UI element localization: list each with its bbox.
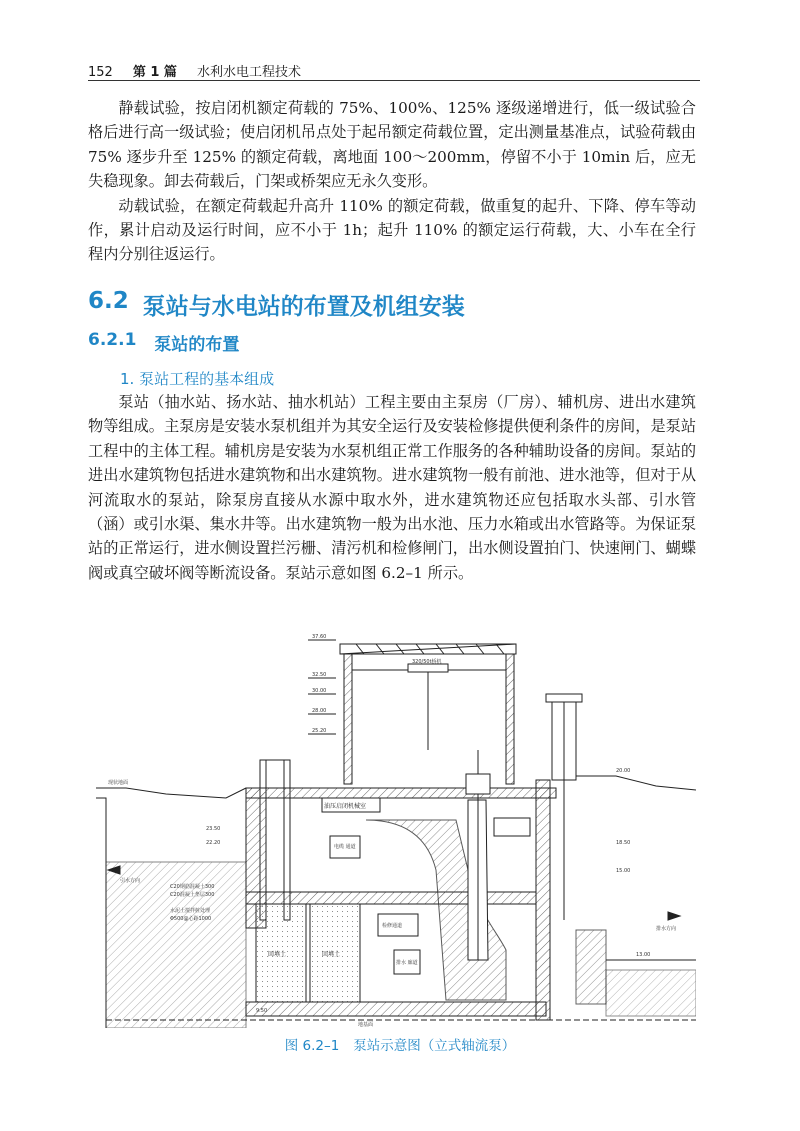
pump-station-drawing bbox=[96, 630, 696, 1028]
paragraph-pump-station: 泵站（抽水站、扬水站、抽水机站）工程主要由主泵房（厂房）、辅机房、进出水建筑物等组成。主泵房是安装水泵机组并为其安全运行及安装检修提供便利条件的房间，是泵站工程中的主体工程。辅机房是安装为水泵机组正常工作服务的各种辅助设备的房间。泵站的进出水建筑物包括进水建筑物和出水建筑物。进水建筑物一般有前池、进水池等，但对于从河流取水的泵站，除泵房直接从水源中取水外，进水建筑物还应包括取水头部、引水管（涵）或引水渠、集水井等。出水建筑物一般为出水池、压力水箱或出水管路等。为保证泵站的正常运行，进水侧设置拦污栅、清污机和检修闸门，出水侧设置拍门、快速闸门、蝴蝶阀或真空破坏阀等断流设备。泵站示意如图 6.2–1 所示。 bbox=[88, 393, 696, 582]
crane-trolley bbox=[408, 664, 448, 672]
label-inspection-gallery: 检修通道 bbox=[382, 923, 403, 929]
label-ground: 现状地面 bbox=[108, 780, 129, 786]
subsection-number: 6.2.1 bbox=[88, 330, 137, 350]
part-title: 水利水电工程技术 bbox=[196, 65, 301, 80]
elevation-markers bbox=[308, 640, 336, 734]
subsection-heading bbox=[88, 330, 239, 355]
figure-number: 图 6.2–1 bbox=[284, 1038, 340, 1054]
label-outflow: 排水方向 bbox=[656, 926, 677, 932]
elevation-label: 28.00 bbox=[312, 708, 327, 714]
figure-caption-text: 泵站示意图（立式轴流泵） bbox=[353, 1038, 516, 1054]
section-number: 6.2 bbox=[88, 288, 129, 314]
paragraph-dynamic-load: 动载试验，在额定荷载起升高升 110% 的额定荷载，做重复的起升、下降、停车等动作，累计启动及运行时间，应不小于 1h；起升 110% 的额定运行荷载，大、小车在全行程内分别往返运行。 bbox=[88, 196, 696, 264]
elevation-label: 20.00 bbox=[616, 768, 631, 774]
roof-truss bbox=[340, 644, 516, 654]
elevation-label: 32.50 bbox=[312, 672, 327, 678]
label-hydraulic-room: 油压启闭机械室 bbox=[324, 803, 367, 810]
running-header bbox=[88, 58, 700, 80]
pump-station-figure bbox=[96, 630, 696, 1028]
label-pile-note-4: Φ500@心距1000 bbox=[170, 916, 212, 922]
elevation-label: 9.50 bbox=[256, 1008, 268, 1014]
label-pile-note-3: 水泥土搅拌桩处理 bbox=[170, 908, 211, 914]
label-pile-note-1: C20钢筋混凝土300 bbox=[170, 884, 215, 890]
section-title: 泵站与水电站的布置及机组安装 bbox=[142, 294, 465, 320]
label-crane: 320/50t桥机 bbox=[412, 659, 442, 665]
body-text-top bbox=[88, 96, 696, 267]
label-cable-gallery: 电缆 通道 bbox=[334, 844, 356, 850]
body-text-main bbox=[88, 390, 696, 585]
label-pile-note-2: C20混凝土垫层300 bbox=[170, 892, 215, 898]
part-label: 第 1 篇 bbox=[132, 65, 177, 80]
label-foundation: 地基面 bbox=[358, 1022, 374, 1028]
paragraph-static-load: 静载试验，按启闭机额定荷载的 75%、100%、125% 逐级递增进行，低一级试验合格后进行高一级试验；使启闭机吊点处于起吊额定荷载位置，定出测量基准点，试验荷载由 75% 逐步升至 125% 的额定荷载，离地面 100～200mm，停留不小于 10min 后，应无失稳现象。卸去荷载后，门架或桥架应无永久变形。 bbox=[88, 99, 696, 191]
elevation-label: 23.50 bbox=[206, 826, 221, 832]
header-rule bbox=[88, 80, 700, 81]
wall-right bbox=[506, 654, 514, 784]
label-drain-gallery: 排水 廊道 bbox=[396, 960, 418, 966]
elevation-label: 13.00 bbox=[636, 952, 651, 958]
elevation-label: 25.20 bbox=[312, 728, 327, 734]
elevation-label: 15.00 bbox=[616, 868, 631, 874]
elevation-label: 30.00 bbox=[312, 688, 327, 694]
page-number: 152 bbox=[88, 65, 113, 80]
elevation-label: 18.50 bbox=[616, 840, 631, 846]
figure-caption bbox=[0, 1034, 800, 1054]
wall-left bbox=[344, 654, 352, 784]
section-heading bbox=[88, 288, 465, 321]
label-backfill-right: 回填土 bbox=[322, 951, 341, 958]
label-backfill-left: 回填土 bbox=[268, 951, 287, 958]
label-inflow: 引水方向 bbox=[120, 878, 141, 884]
subsection-title: 泵站的布置 bbox=[154, 335, 240, 355]
elevation-label: 37.60 bbox=[312, 634, 327, 640]
elevation-label: 22.20 bbox=[206, 840, 221, 846]
subsubsection-heading: 1. 泵站工程的基本组成 bbox=[120, 370, 275, 388]
